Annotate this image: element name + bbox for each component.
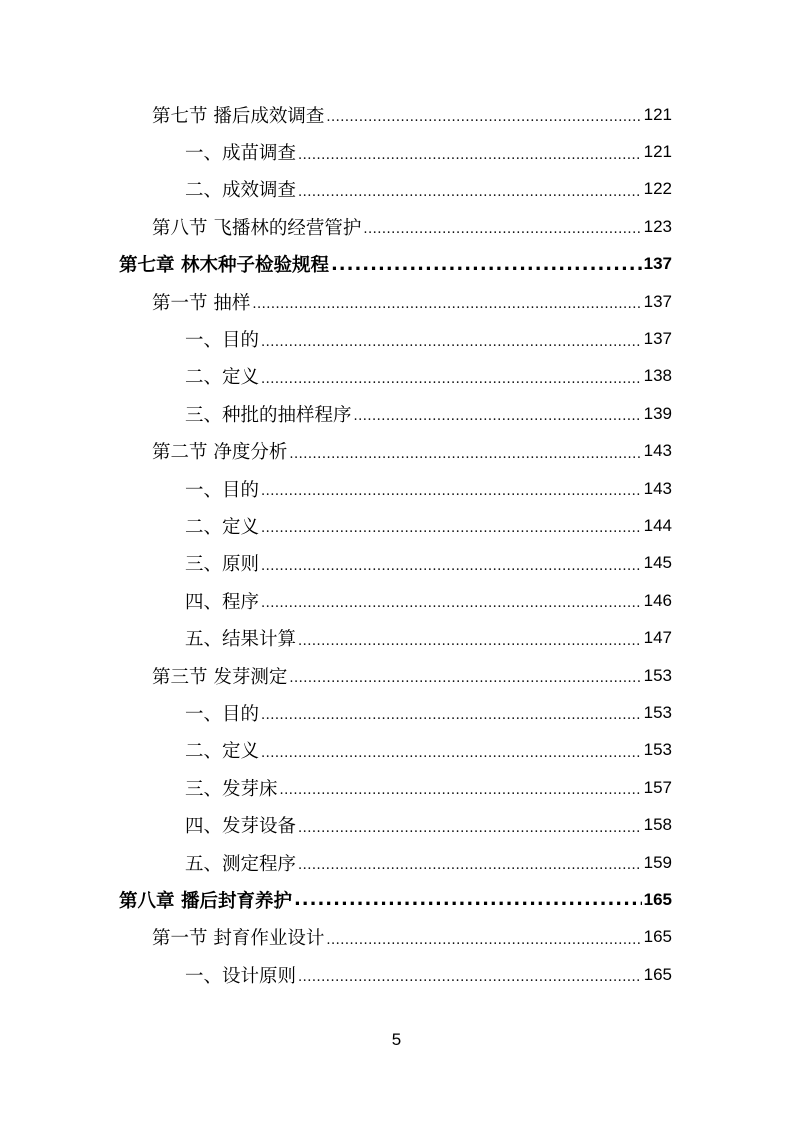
toc-entry-item[interactable] xyxy=(0,133,793,170)
toc-entry-item[interactable] xyxy=(0,470,793,507)
toc-entry-title: 三、发芽床 xyxy=(185,778,278,800)
toc-entry-title: 二、成效调查 xyxy=(185,180,297,202)
toc-dot-leader xyxy=(252,297,641,312)
toc-entry-page-number: 159 xyxy=(643,852,672,872)
toc-entry-page-number: 147 xyxy=(643,628,672,648)
toc-entry-item[interactable] xyxy=(0,732,793,769)
toc-dot-leader xyxy=(280,783,642,798)
toc-entry-page-number: 165 xyxy=(643,964,672,984)
toc-entry-item[interactable] xyxy=(0,171,793,208)
toc-entry-title: 一、目的 xyxy=(185,330,260,352)
toc-entry-title: 五、结果计算 xyxy=(185,629,297,651)
toc-entry-page-number: 143 xyxy=(643,441,672,461)
toc-dot-leader xyxy=(289,671,641,686)
toc-entry-page-number: 158 xyxy=(643,815,672,835)
toc-dot-leader xyxy=(326,933,641,948)
toc-entry-title: 四、程序 xyxy=(185,591,260,613)
toc-entry-section[interactable] xyxy=(0,283,793,320)
toc-entry-page-number: 153 xyxy=(643,740,672,760)
toc-entry-page-number: 121 xyxy=(643,104,672,124)
toc-entry-page-number: 157 xyxy=(643,777,672,797)
toc-entry-page-number: 137 xyxy=(643,291,672,311)
toc-dot-leader xyxy=(331,254,642,275)
toc-dot-leader xyxy=(326,110,641,125)
toc-entry-title: 第一节 抽样 xyxy=(152,292,251,314)
toc-dot-leader xyxy=(261,484,642,499)
toc-entry-section[interactable] xyxy=(0,919,793,956)
toc-entry-title: 二、定义 xyxy=(185,741,260,763)
toc-entry-item[interactable] xyxy=(0,844,793,881)
toc-entry-title: 一、目的 xyxy=(185,479,260,501)
toc-entry-title: 四、发芽设备 xyxy=(185,816,297,838)
toc-dot-leader xyxy=(261,521,642,536)
toc-entry-item[interactable] xyxy=(0,694,793,731)
toc-dot-leader xyxy=(289,447,641,462)
toc-entry-page-number: 122 xyxy=(643,179,672,199)
toc-entry-title: 三、原则 xyxy=(185,554,260,576)
toc-dot-leader xyxy=(363,222,641,237)
toc-dot-leader xyxy=(261,708,642,723)
toc-entry-item[interactable] xyxy=(0,395,793,432)
toc-dot-leader xyxy=(298,821,642,836)
toc-entry-item[interactable] xyxy=(0,582,793,619)
toc-entry-title: 一、成苗调查 xyxy=(185,143,297,165)
toc-entry-section[interactable] xyxy=(0,657,793,694)
toc-dot-leader xyxy=(261,335,642,350)
toc-entry-title: 一、目的 xyxy=(185,703,260,725)
toc-dot-leader xyxy=(298,858,642,873)
toc-entry-page-number: 137 xyxy=(643,254,672,274)
toc-entry-title: 第七节 播后成效调查 xyxy=(152,105,325,127)
toc-dot-leader xyxy=(261,372,642,387)
toc-entry-title: 一、设计原则 xyxy=(185,965,297,987)
footer-page-number: 5 xyxy=(391,1030,402,1049)
toc-entry-page-number: 153 xyxy=(643,665,672,685)
toc-entry-page-number: 165 xyxy=(643,927,672,947)
toc-entry-page-number: 144 xyxy=(643,515,672,535)
toc-dot-leader xyxy=(298,185,642,200)
toc-entry-page-number: 138 xyxy=(643,366,672,386)
toc-entry-title: 二、定义 xyxy=(185,516,260,538)
toc-entry-item[interactable] xyxy=(0,806,793,843)
toc-dot-leader xyxy=(354,409,642,424)
toc-entry-page-number: 121 xyxy=(643,142,672,162)
toc-entry-section[interactable] xyxy=(0,208,793,245)
toc-entry-page-number: 143 xyxy=(643,478,672,498)
toc-dot-leader xyxy=(261,746,642,761)
toc-dot-leader xyxy=(298,148,642,163)
toc-entry-item[interactable] xyxy=(0,769,793,806)
toc-entry-title: 第七章 林木种子检验规程 xyxy=(119,255,329,277)
toc-entry-section[interactable] xyxy=(0,433,793,470)
toc-entry-item[interactable] xyxy=(0,956,793,993)
toc-dot-leader xyxy=(298,634,642,649)
toc-entry-page-number: 165 xyxy=(643,889,672,909)
toc-entry-page-number: 123 xyxy=(643,216,672,236)
toc-entry-title: 五、测定程序 xyxy=(185,853,297,875)
toc-entry-chapter[interactable] xyxy=(0,881,793,918)
toc-dot-leader xyxy=(294,889,642,910)
toc-entry-title: 第一节 封育作业设计 xyxy=(152,928,325,950)
toc-dot-leader xyxy=(261,596,642,611)
toc-entry-item[interactable] xyxy=(0,358,793,395)
toc-entry-chapter[interactable] xyxy=(0,246,793,283)
toc-entry-title: 第八章 播后封育养护 xyxy=(119,890,292,912)
toc-entry-title: 第八节 飞播林的经营管护 xyxy=(152,217,362,239)
toc-entry-page-number: 139 xyxy=(643,403,672,423)
toc-entry-title: 第二节 净度分析 xyxy=(152,442,288,464)
toc-entry-item[interactable] xyxy=(0,507,793,544)
table-of-contents xyxy=(0,96,793,993)
toc-dot-leader xyxy=(261,559,642,574)
toc-entry-item[interactable] xyxy=(0,545,793,582)
toc-entry-title: 第三节 发芽测定 xyxy=(152,666,288,688)
toc-entry-item[interactable] xyxy=(0,320,793,357)
toc-dot-leader xyxy=(298,970,642,985)
toc-entry-page-number: 153 xyxy=(643,702,672,722)
toc-entry-page-number: 145 xyxy=(643,553,672,573)
toc-entry-page-number: 137 xyxy=(643,329,672,349)
toc-entry-page-number: 146 xyxy=(643,590,672,610)
toc-entry-section[interactable] xyxy=(0,96,793,133)
toc-entry-title: 二、定义 xyxy=(185,367,260,389)
toc-entry-title: 三、种批的抽样程序 xyxy=(185,404,352,426)
toc-entry-item[interactable] xyxy=(0,619,793,656)
